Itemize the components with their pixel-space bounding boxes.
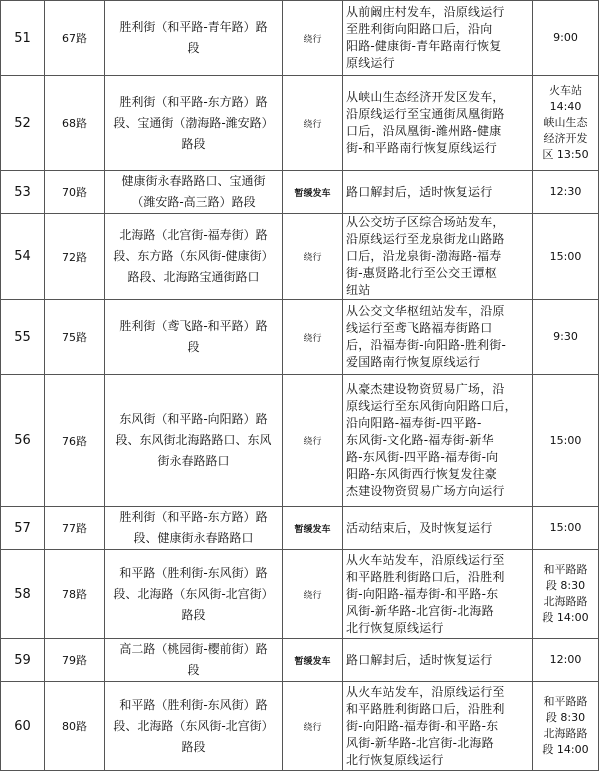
section-line: 段、北海路（东风街-北宫街） (113, 718, 274, 733)
time-line: 和平路路 (543, 695, 588, 708)
row-number: 51 (1, 1, 45, 76)
row-number: 53 (1, 171, 45, 214)
description-line: 北行恢复原线运行 (346, 752, 444, 767)
adjust-time (533, 1, 599, 76)
table-row (1, 550, 599, 639)
description-line: 从火车站发车，沿原线运行至 (346, 552, 505, 567)
description-line: 沿向阳路-福寿街-四平路- (346, 416, 482, 430)
time-line: 14:40 (549, 100, 582, 113)
route-number: 68路 (45, 76, 105, 171)
adjust-mode: 绕行 (283, 76, 343, 171)
description-line: 沿原线运行至宝通街凤凰街路 (346, 107, 505, 121)
description-line: 街-向阳路-福寿街-和平路-东 (346, 586, 499, 601)
description-line: 杰建设物资贸易广场方向运行 (346, 484, 505, 498)
description-line: 阳路-东风街西行恢复发往豪 (346, 467, 497, 481)
detour-description (343, 550, 533, 639)
detour-description (343, 171, 533, 214)
section-line: 健康街永春路路口、宝通街 (121, 174, 266, 188)
description-line: 东风街-文化路-福寿街-新华 (346, 433, 494, 447)
description-line: 纽站 (346, 283, 371, 297)
row-number: 58 (1, 550, 45, 639)
section-line: 和平路（胜利街-东风街）路 (119, 697, 268, 712)
adjust-mode: 绕行 (283, 550, 343, 639)
time-line: 和平路路 (543, 563, 588, 576)
time-line: 9:30 (553, 330, 578, 343)
adjust-mode: 暂缓发车 (283, 171, 343, 214)
time-line: 12:00 (549, 653, 582, 666)
adjust-time (533, 375, 599, 507)
table-row (1, 375, 599, 507)
description-line: 街-和平路南行恢复原线运行 (346, 141, 497, 155)
adjust-time (533, 171, 599, 214)
affected-section (105, 639, 283, 682)
description-line: 原线运行至东风街向阳路口后， (346, 399, 517, 413)
section-line: 路段 (181, 607, 206, 622)
time-line: 15:00 (549, 433, 582, 447)
description-line: 爱国路南行恢复原线运行 (346, 355, 481, 369)
adjust-time (533, 76, 599, 171)
time-line: 北海路路 (543, 727, 588, 740)
section-line: 胜利街（和平路-东方路）路 (119, 94, 268, 109)
adjust-time (533, 214, 599, 300)
affected-section (105, 1, 283, 76)
table-row (1, 300, 599, 375)
section-line: 路段 (181, 136, 206, 151)
description-line: 线运行至鸢飞路福寿街路口 (346, 321, 493, 335)
affected-section (105, 300, 283, 375)
time-line: 段 14:00 (542, 743, 589, 756)
section-line: 胜利街（和平路-青年路）路 (119, 20, 268, 34)
section-line: 段 (187, 663, 200, 677)
adjust-time (533, 300, 599, 375)
section-line: 路段、北海路宝通街路口 (127, 270, 260, 284)
section-line: 胜利街（鸢飞路-和平路）路 (119, 319, 268, 333)
row-number: 56 (1, 375, 45, 507)
section-line: 段 (187, 340, 200, 354)
section-line: 段、宝通街（渤海路-潍安路） (113, 115, 274, 130)
description-line: 街-向阳路-福寿街-和平路-东 (346, 718, 499, 733)
time-line: 北海路路 (543, 595, 588, 608)
adjust-mode: 绕行 (283, 214, 343, 300)
adjust-mode: 绕行 (283, 300, 343, 375)
section-line: 东风街（和平路-向阳路）路 (119, 412, 268, 426)
affected-section (105, 375, 283, 507)
time-line: 区 13:50 (542, 148, 589, 161)
time-line: 12:30 (549, 185, 582, 198)
route-number: 77路 (45, 507, 105, 550)
description-line: 口后，沿龙泉街-渤海路-福寿 (346, 249, 502, 263)
section-line: 街永春路路口 (157, 454, 230, 468)
description-line: 从前阚庄村发车，沿原线运行 (346, 5, 505, 19)
affected-section (105, 76, 283, 171)
detour-description (343, 1, 533, 76)
table-row (1, 639, 599, 682)
affected-section (105, 682, 283, 771)
route-number: 67路 (45, 1, 105, 76)
description-line: 路口解封后，适时恢复运行 (346, 652, 493, 667)
adjust-mode: 绕行 (283, 1, 343, 76)
route-number: 76路 (45, 375, 105, 507)
section-line: 高二路（桃园街-樱前街）路 (119, 642, 268, 656)
adjust-time (533, 682, 599, 771)
detour-description (343, 300, 533, 375)
section-line: 胜利街（和平路-东方路）路 (119, 510, 268, 524)
table-row (1, 682, 599, 771)
description-line: 沿原线运行至龙泉街龙山路路 (346, 232, 505, 246)
detour-description (343, 507, 533, 550)
description-line: 口后，沿凤凰街-潍州路-健康 (346, 124, 502, 138)
time-line: 段 8:30 (545, 711, 586, 724)
affected-section (105, 214, 283, 300)
description-line: 风街-新华路-北宫街-北海路 (346, 603, 494, 618)
section-line: 段 (187, 41, 200, 55)
time-line: 段 8:30 (545, 579, 586, 592)
description-line: 从公交坊子区综合场站发车， (346, 215, 505, 229)
adjust-time (533, 507, 599, 550)
affected-section (105, 550, 283, 639)
description-line: 路口解封后，适时恢复运行 (346, 184, 493, 199)
time-line: 15:00 (549, 521, 582, 534)
row-number: 52 (1, 76, 45, 171)
affected-section (105, 507, 283, 550)
description-line: 风街-新华路-北宫街-北海路 (346, 735, 494, 750)
table-row (1, 507, 599, 550)
time-line: 9:00 (553, 31, 578, 44)
detour-description (343, 76, 533, 171)
adjust-mode: 绕行 (283, 375, 343, 507)
adjust-time (533, 639, 599, 682)
time-line: 火车站 (549, 84, 582, 97)
table-body (1, 1, 599, 771)
route-number: 79路 (45, 639, 105, 682)
description-line: 活动结束后，及时恢复运行 (346, 520, 493, 535)
route-number: 70路 (45, 171, 105, 214)
description-line: 从公交文华枢纽站发车，沿原 (346, 304, 505, 318)
section-line: 段、健康街永春路路口 (133, 531, 254, 545)
affected-section (105, 171, 283, 214)
section-line: 路段 (181, 739, 206, 754)
row-number: 60 (1, 682, 45, 771)
description-line: 北行恢复原线运行 (346, 620, 444, 635)
route-number: 75路 (45, 300, 105, 375)
description-line: 路-东风街-四平路-福寿街-向 (346, 450, 499, 464)
detour-description (343, 375, 533, 507)
description-line: 街-惠贤路北行至公交王谭枢 (346, 266, 497, 280)
section-line: 段、北海路（东风街-北宫街） (113, 586, 274, 601)
row-number: 57 (1, 507, 45, 550)
detour-description (343, 639, 533, 682)
section-line: （潍安路-高三路）路段 (131, 195, 256, 209)
description-line: 阳路-健康街-青年路南行恢复 (346, 39, 502, 53)
section-line: 段、东风街北海路路口、东风 (115, 433, 272, 447)
description-line: 和平路胜利街路口后，沿胜利 (346, 701, 505, 716)
row-number: 59 (1, 639, 45, 682)
table-row (1, 76, 599, 171)
section-line: 北海路（北宫街-福寿街）路 (119, 228, 268, 242)
route-number: 72路 (45, 214, 105, 300)
time-line: 峡山生态 (543, 116, 588, 129)
section-line: 段、东方路（东风街-健康街） (113, 249, 274, 263)
table-row (1, 1, 599, 76)
route-number: 80路 (45, 682, 105, 771)
row-number: 55 (1, 300, 45, 375)
adjust-time (533, 550, 599, 639)
table-row (1, 214, 599, 300)
description-line: 和平路胜利街路口后，沿胜利 (346, 569, 505, 584)
time-line: 段 14:00 (542, 611, 589, 624)
description-line: 从峡山生态经济开发区发车， (346, 90, 505, 104)
adjust-mode: 暂缓发车 (283, 507, 343, 550)
description-line: 至胜利街向阳路口后，沿向 (346, 22, 493, 36)
detour-description (343, 214, 533, 300)
adjust-mode: 暂缓发车 (283, 639, 343, 682)
description-line: 从豪杰建设物资贸易广场，沿 (346, 382, 505, 396)
detour-description (343, 682, 533, 771)
description-line: 后，沿福寿街-向阳路-胜利街- (346, 338, 506, 352)
time-line: 15:00 (549, 249, 582, 263)
section-line: 和平路（胜利街-东风街）路 (119, 565, 268, 580)
time-line: 经济开发 (543, 132, 588, 145)
adjust-mode: 绕行 (283, 682, 343, 771)
description-line: 从火车站发车，沿原线运行至 (346, 684, 505, 699)
table-row (1, 171, 599, 214)
route-number: 78路 (45, 550, 105, 639)
row-number: 54 (1, 214, 45, 300)
description-line: 原线运行 (346, 56, 395, 70)
